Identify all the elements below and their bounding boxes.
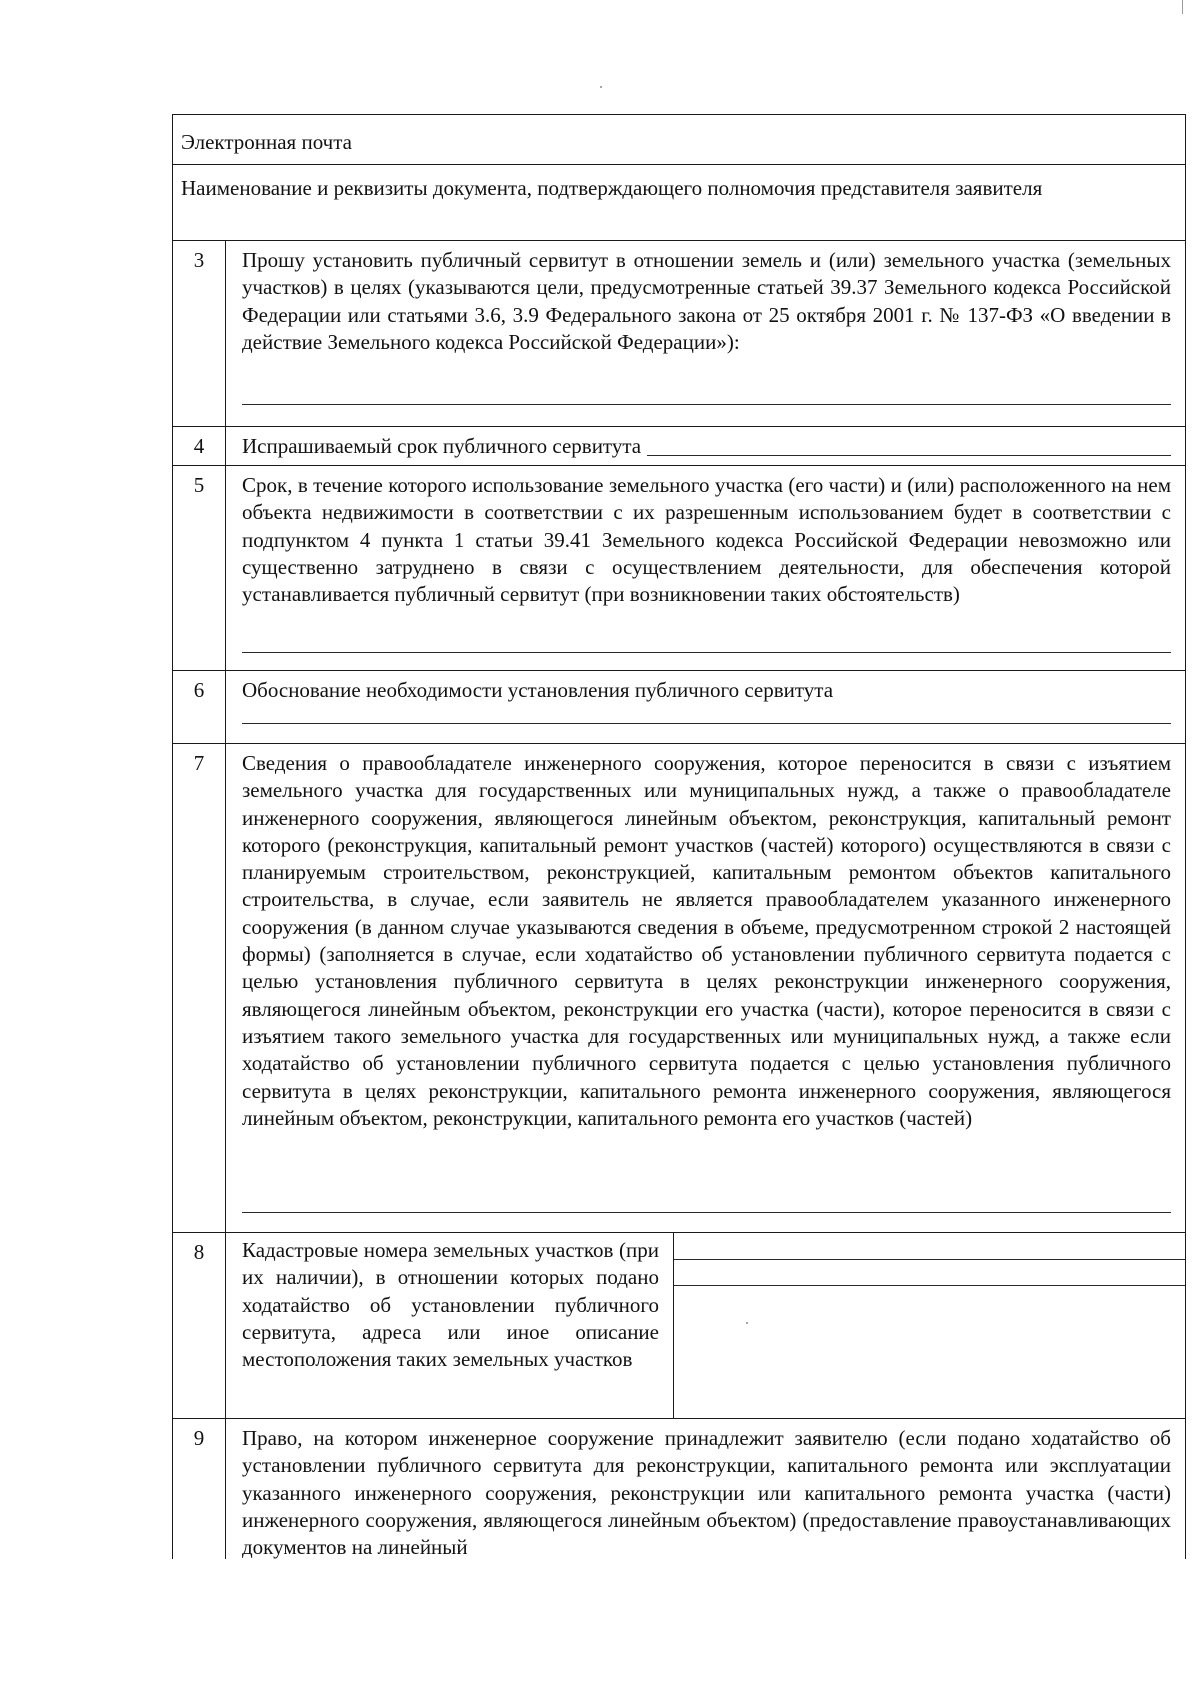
- authority-document-label: Наименование и реквизиты документа, подтверждающего полномочия представителя заявителя: [181, 176, 1043, 200]
- scan-mark: [1182, 0, 1183, 14]
- owner-info-fill-line[interactable]: [242, 1212, 1171, 1213]
- row-content: [226, 466, 1185, 670]
- justification-label: Обоснование необходимости установления публичного сервитута: [242, 678, 834, 702]
- cadastral-numbers-entry-cell: [674, 1233, 1185, 1418]
- row-number: 5: [173, 466, 226, 670]
- purpose-fill-line[interactable]: [242, 404, 1171, 405]
- row-3: [173, 241, 1185, 427]
- row-6: [173, 671, 1185, 744]
- row-content: [226, 241, 1185, 426]
- row-7: [173, 744, 1185, 1233]
- row-8: [173, 1233, 1185, 1419]
- requested-term-label: Испрашиваемый срок публичного сервитута: [242, 434, 642, 458]
- cadastral-entry-line[interactable]: [674, 1259, 1185, 1260]
- application-form-table: [172, 114, 1186, 1559]
- row-content: [226, 1419, 1185, 1559]
- row-number: 3: [173, 241, 226, 426]
- cadastral-numbers-label-cell: [226, 1233, 674, 1418]
- cadastral-numbers-label: Кадастровые номера земельных участков (при их наличии), в отношении которых подано ходатайство об установлении публичного сервитута, адреса или иное описание местоположения таких земельных участков: [242, 1238, 659, 1372]
- restriction-term-text: Срок, в течение которого использование земельного участка (его части) и (или) расположенного на нем объекта недвижимости в соответствии с их разрешенным использованием будет в соответствии с подпунктом 4 пункта 1 статьи 39.41 Земельного кодекса Российской Федерации невозможно или существенно затруднено в связи с осуществлением деятельности, для обеспечения которой устанавливается публичный сервитут (при возникновении таких обстоятельств): [242, 473, 1171, 607]
- row-content: [226, 744, 1185, 1232]
- row-number: 9: [173, 1419, 226, 1559]
- ownership-right-text: Право, на котором инженерное сооружение принадлежит заявителю (если подано ходатайство об установлении публичного сервитута для реконструкции, капитального ремонта или эксплуатации указанного инженерного сооружения, реконструкции или капитального ремонта участка (части) инженерного сооружения, являющегося линейным объектом) (предоставление правоустанавливающих документов на линейный: [242, 1426, 1171, 1560]
- row-5: [173, 466, 1185, 671]
- authority-document-row: [173, 165, 1185, 241]
- cadastral-entry-line[interactable]: [674, 1285, 1185, 1286]
- row-number: 4: [173, 427, 226, 465]
- restriction-term-fill-line[interactable]: [242, 652, 1171, 653]
- requested-term-field[interactable]: [647, 455, 1171, 456]
- row-number: 6: [173, 671, 226, 743]
- row-content: [226, 1233, 1185, 1418]
- row-9: [173, 1419, 1185, 1559]
- row-number: 8: [173, 1233, 226, 1418]
- row-content: [226, 671, 1185, 743]
- scan-speck: [600, 86, 602, 88]
- justification-fill-line[interactable]: [242, 723, 1171, 724]
- email-label: Электронная почта: [181, 130, 352, 154]
- row-content: [226, 427, 1185, 465]
- email-row: [173, 115, 1185, 165]
- purpose-of-servitude-text: Прошу установить публичный сервитут в отношении земель и (или) земельного участка (земельных участков) в целях (указываются цели, предусмотренные статьей 39.37 Земельного кодекса Российской Федерации или статьями 3.6, 3.9 Федерального закона от 25 октября 2001 г. № 137-ФЗ «О введении в действие Земельного кодекса Российской Федерации»):: [242, 248, 1171, 354]
- engineering-structure-owner-text: Сведения о правообладателе инженерного сооружения, которое переносится в связи с изъятием земельного участка для государственных или муниципальных нужд, а также о правообладателе инженерного сооружения, являющегося линейным объектом, реконструкция, капитальный ремонт которого (реконструкция, капитальный ремонт участков (частей) которого) осуществляются в связи с планируемым строительством, реконструкцией, капитальным ремонтом объектов капитального строительства, в случае, если заявитель не является правообладателем указанного инженерного сооружения (в данном случае указываются сведения в объеме, предусмотренном строкой 2 настоящей формы) (заполняется в случае, если ходатайство об установлении публичного сервитута подается с целью установления публичного сервитута в целях реконструкции инженерного сооружения, являющегося линейным объектом, реконструкции его участка (части), которое переносится в связи с изъятием такого земельного участка для государственных или муниципальных нужд, а также если ходатайство об установлении публичного сервитута подается с целью установления публичного сервитута в целях реконструкции, капитального ремонта инженерного сооружения, являющегося линейным объектом, реконструкции, капитального ремонта его участков (частей): [242, 751, 1171, 1130]
- row-4: [173, 427, 1185, 466]
- row-number: 7: [173, 744, 226, 1232]
